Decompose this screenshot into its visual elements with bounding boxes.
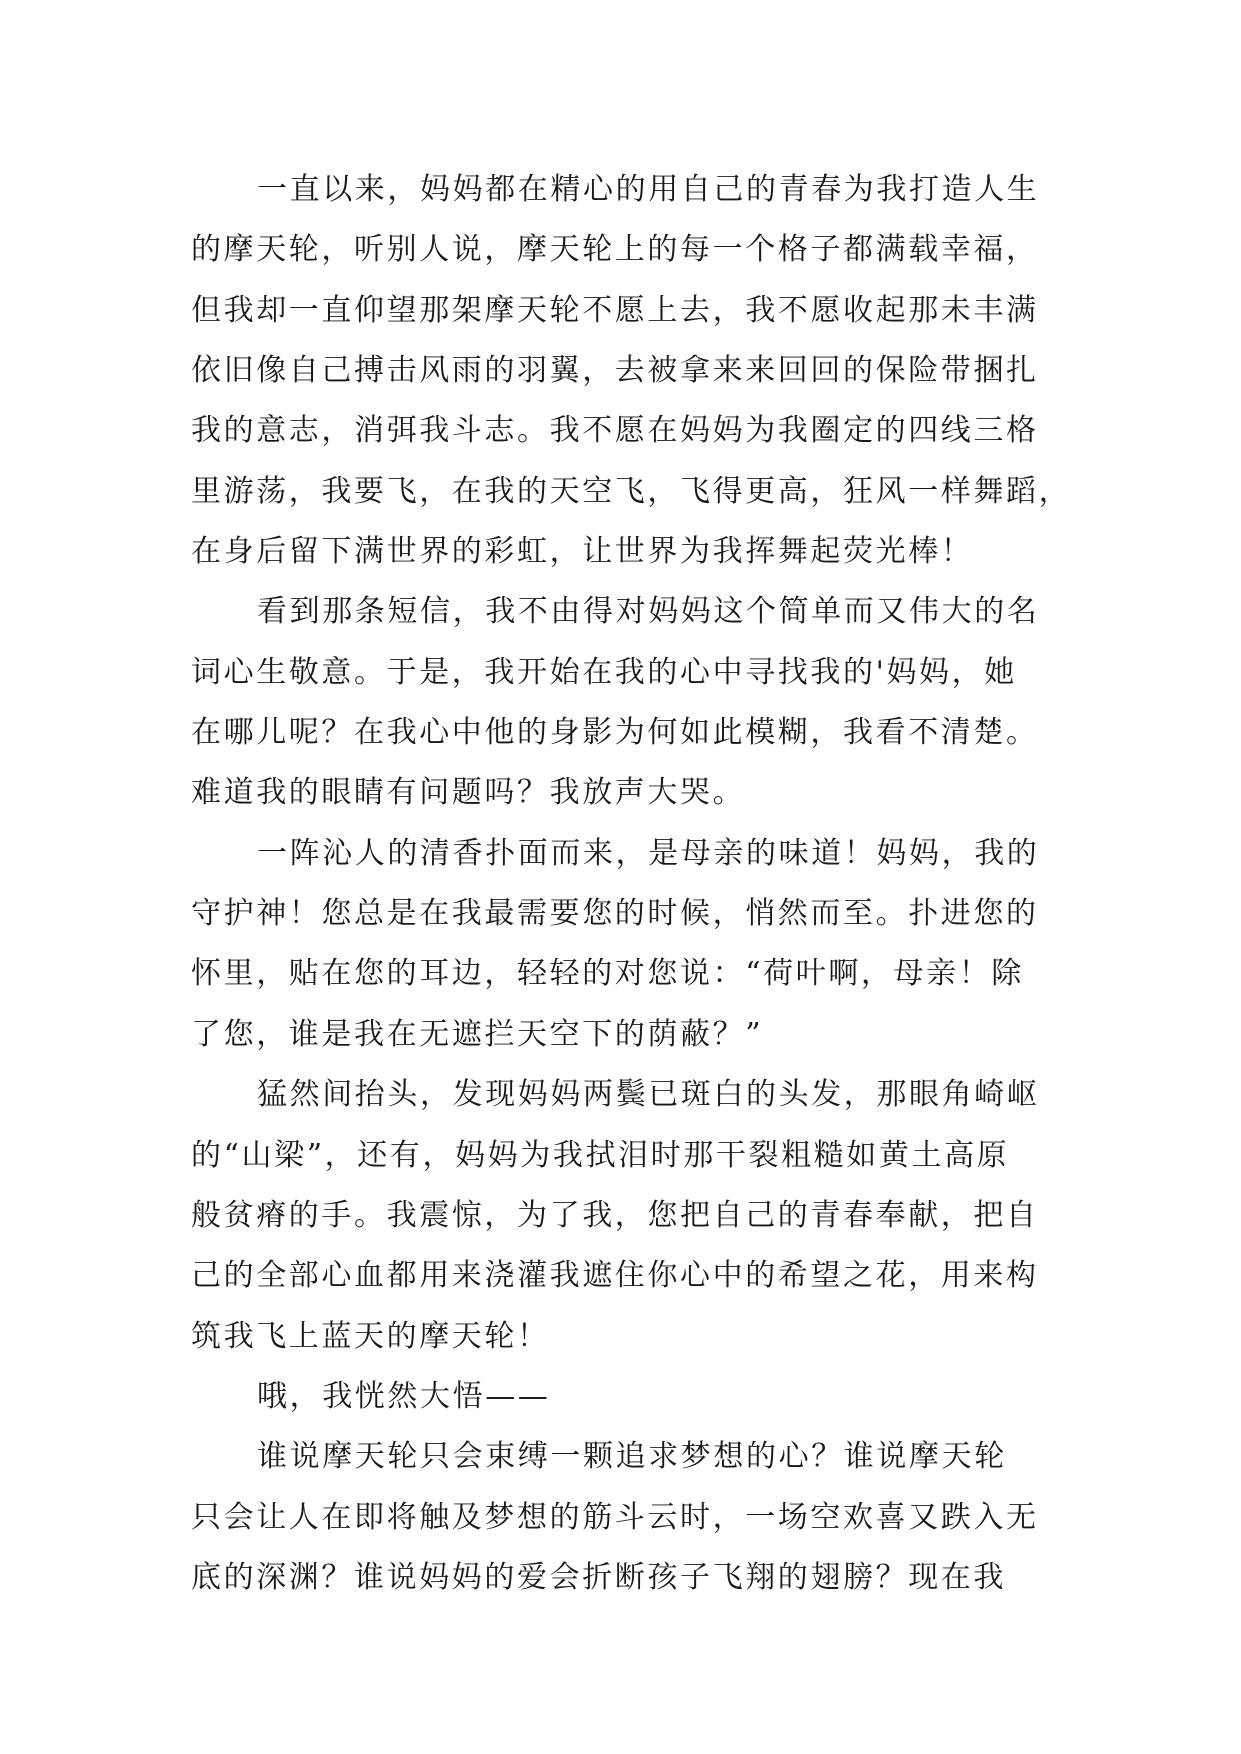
text-line: 看到那条短信，我不由得对妈妈这个简单而又伟大的名 [257, 594, 1040, 630]
text-line: 谁说摩天轮只会束缚一颗追求梦想的心？谁说摩天轮 [257, 1439, 1007, 1475]
text-line: 依旧像自己搏击风雨的羽翼，去被拿来来回回的保险带捆扎 [191, 353, 1039, 389]
text-line: 的“山梁”，还有，妈妈为我拭泪时那干裂粗糙如黄土高原 [191, 1137, 1010, 1173]
paragraph-3 [191, 824, 1057, 1065]
text-line: 只会让人在即将触及梦想的筋斗云时，一场空欢喜又跌入无 [191, 1499, 1039, 1535]
text-line: 一阵沁人的清香扑面而来，是母亲的味道！妈妈，我的 [257, 835, 1040, 871]
text-line: 守护神！您总是在我最需要您的时候，悄然而至。扑进您的 [191, 896, 1039, 932]
text-line: 般贫瘠的手。我震惊，为了我，您把自己的青春奉献，把自 [191, 1197, 1039, 1233]
text-line: 我的意志，消弭我斗志。我不愿在妈妈为我圈定的四线三格 [191, 413, 1039, 449]
text-line: 筑我飞上蓝天的摩天轮！ [191, 1318, 550, 1354]
text-line: 底的深渊？谁说妈妈的爱会折断孩子飞翔的翅膀？现在我 [191, 1559, 1006, 1595]
text-line: 一直以来，妈妈都在精心的用自己的青春为我打造人生 [257, 172, 1040, 207]
text-line: 里游荡，我要飞，在我的天空飞，飞得更高，狂风一样舞蹈， [191, 473, 1072, 509]
text-line: 哦，我恍然大悟—— [257, 1378, 551, 1414]
text-line: 的摩天轮，听别人说，摩天轮上的每一个格子都满载幸福， [191, 232, 1039, 268]
text-line: 在哪儿呢？在我心中他的身影为何如此模糊，我看不清楚。 [191, 715, 1039, 751]
text-line: 怀里，贴在您的耳边，轻轻的对您说：“荷叶啊，母亲！除 [191, 956, 1024, 992]
paragraph-1 [191, 160, 1072, 582]
text-line: 在身后留下满世界的彩虹，让世界为我挥舞起荧光棒！ [191, 534, 974, 570]
paragraph-5 [191, 1367, 1057, 1427]
text-line: 猛然间抬头，发现妈妈两鬓已斑白的头发，那眼角崎岖 [257, 1077, 1040, 1113]
text-line: 了您，谁是我在无遮拦天空下的荫蔽？” [191, 1016, 764, 1052]
text-line: 但我却一直仰望那架摩天轮不愿上去，我不愿收起那未丰满 [191, 292, 1039, 328]
text-line: 难道我的眼睛有问题吗？我放声大哭。 [191, 775, 746, 811]
essay-body [191, 160, 1072, 1608]
paragraph-4 [191, 1065, 1057, 1367]
paragraph-2 [191, 582, 1057, 823]
paragraph-6 [191, 1427, 1057, 1608]
text-line: 己的全部心血都用来浇灌我遮住你心中的希望之花，用来构 [191, 1258, 1039, 1294]
text-line: 词心生敬意。于是，我开始在我的心中寻找我的'妈妈，她 [191, 654, 1017, 690]
